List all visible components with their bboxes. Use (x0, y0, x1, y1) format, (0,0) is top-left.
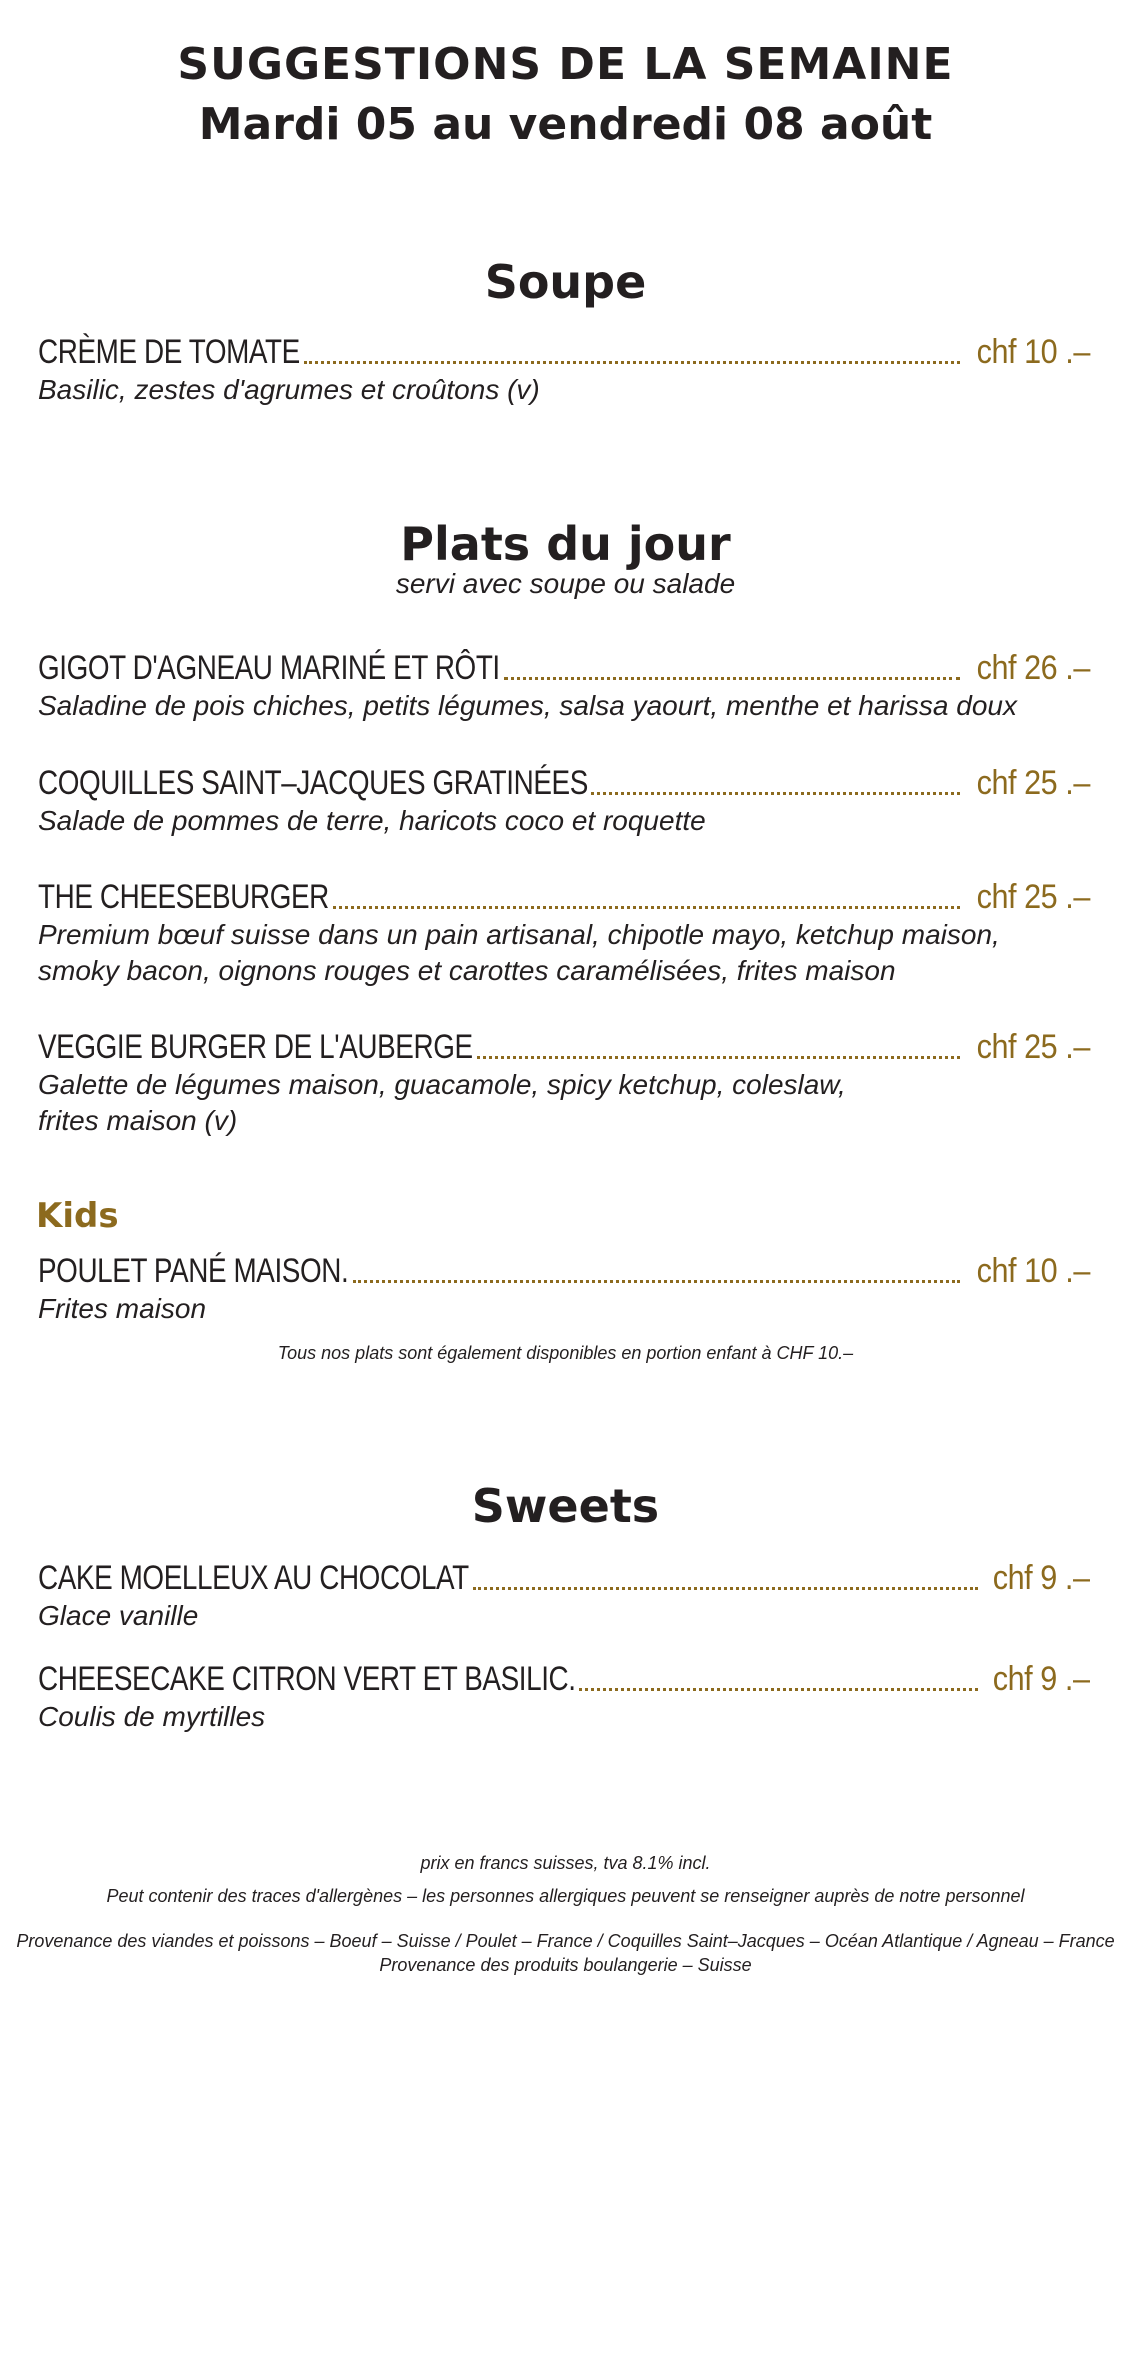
item-price: chf 26 .– (976, 649, 1090, 687)
item-name: POULET PANÉ MAISON. (38, 1252, 349, 1290)
menu-title: SUGGESTIONS DE LA SEMAINE (177, 39, 954, 90)
item-description: Coulis de myrtilles (38, 1701, 266, 1732)
footer-provenance-bakery: Provenance des produits boulangerie – Suisse (379, 1955, 752, 1975)
item-description-line2: smoky bacon, oignons rouges et carottes caramélisées, frites maison (38, 955, 896, 986)
section-title-soupe: Soupe (484, 255, 647, 309)
dot-leader (504, 677, 960, 680)
item-name: CAKE MOELLEUX AU CHOCOLAT (38, 1559, 469, 1597)
item-price: chf 25 .– (976, 878, 1090, 916)
dot-leader (473, 1587, 978, 1590)
section-subtitle-plats: servi avec soupe ou salade (395, 568, 736, 599)
dot-leader (579, 1688, 978, 1691)
item-price: chf 9 .– (993, 1660, 1090, 1698)
footer-prices: prix en francs suisses, tva 8.1% incl. (420, 1853, 711, 1873)
item-price: chf 9 .– (993, 1559, 1090, 1597)
item-name: VEGGIE BURGER DE L'AUBERGE (38, 1028, 473, 1066)
menu-item-cheesecake (38, 1655, 1090, 1701)
menu-item-cheeseburger (38, 873, 1090, 919)
section-title-kids: Kids (36, 1196, 119, 1236)
item-description-line2: frites maison (v) (38, 1105, 238, 1136)
item-description: Salade de pommes de terre, haricots coco et roquette (38, 805, 706, 836)
kids-note: Tous nos plats sont également disponibles en portion enfant à CHF 10.– (277, 1343, 854, 1363)
item-name: GIGOT D'AGNEAU MARINÉ ET RÔTI (38, 649, 500, 687)
menu-item-veggie-burger (38, 1023, 1090, 1069)
item-name: CHEESECAKE CITRON VERT ET BASILIC. (38, 1660, 576, 1698)
menu-item-cake-chocolat (38, 1554, 1090, 1600)
menu-item-gigot (38, 644, 1090, 690)
section-title-plats: Plats du jour (400, 517, 731, 571)
dot-leader (333, 906, 960, 909)
item-price: chf 10 .– (976, 333, 1090, 371)
item-description: Frites maison (38, 1293, 207, 1324)
item-price: chf 25 .– (976, 1028, 1090, 1066)
section-title-sweets: Sweets (471, 1479, 660, 1533)
item-name: CRÈME DE TOMATE (38, 333, 300, 371)
item-description: Glace vanille (38, 1600, 199, 1631)
footer-provenance: Provenance des viandes et poissons – Boeuf – Suisse / Poulet – France / Coquilles Saint–Jacques – Océan Atlantique / Agneau – France (16, 1931, 1115, 1951)
item-name: COQUILLES SAINT–JACQUES GRATINÉES (38, 764, 588, 802)
menu-item-coquilles (38, 759, 1090, 805)
item-price: chf 25 .– (976, 764, 1090, 802)
footer-allergens: Peut contenir des traces d'allergènes – les personnes allergiques peuvent se renseigner auprès de notre personnel (106, 1886, 1025, 1906)
menu-item-poulet-pane (38, 1247, 1090, 1293)
dot-leader (591, 792, 960, 795)
item-price: chf 10 .– (976, 1252, 1090, 1290)
item-description: Premium bœuf suisse dans un pain artisanal, chipotle mayo, ketchup maison, (38, 919, 1000, 950)
item-description: Basilic, zestes d'agrumes et croûtons (v) (38, 374, 540, 405)
item-name: THE CHEESEBURGER (38, 878, 329, 916)
dot-leader (477, 1056, 960, 1059)
menu-dates: Mardi 05 au vendredi 08 août (198, 99, 933, 150)
item-description: Saladine de pois chiches, petits légumes, salsa yaourt, menthe et harissa doux (38, 690, 1018, 721)
dot-leader (304, 361, 960, 364)
item-description: Galette de légumes maison, guacamole, spicy ketchup, coleslaw, (38, 1069, 846, 1100)
dot-leader (353, 1280, 960, 1283)
menu-item-creme-de-tomate (38, 328, 1090, 374)
